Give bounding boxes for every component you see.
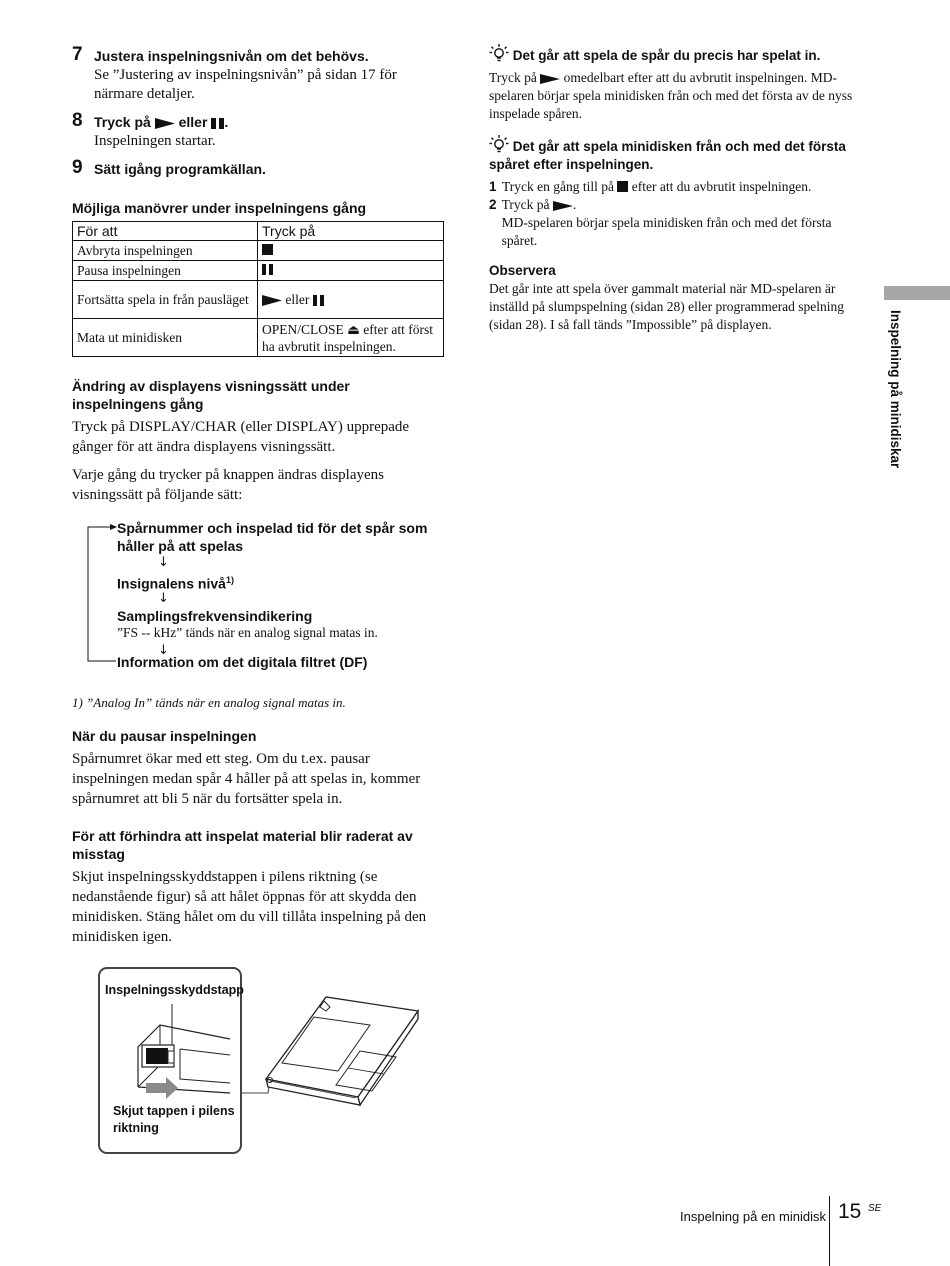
tip-1-title	[489, 44, 861, 65]
stop-icon	[617, 181, 628, 192]
callout-box	[98, 967, 242, 1154]
tip-2-title-text: Det går att spela minidisken från och med det första spåret efter inspelningen.	[489, 139, 846, 172]
section-side-label: Inspelning på minidiskar	[888, 310, 903, 469]
stop-icon	[262, 244, 273, 255]
down-arrow-icon: ↓	[158, 591, 169, 606]
col-header: För att	[73, 222, 258, 241]
list-item-sub: MD-spelaren börjar spela minidisken från och med det första spåret.	[501, 215, 832, 248]
down-arrow-icon: ↓	[158, 555, 169, 570]
row-press: OPEN/CLOSE ⏏ efter att först ha avbrutit inspelningen.	[258, 319, 444, 357]
play-icon	[540, 74, 560, 84]
pause-icon	[262, 264, 273, 275]
play-icon	[262, 295, 282, 306]
display-p1: Tryck på DISPLAY/CHAR (eller DISPLAY) upprepade gånger för att ändra displayens visningssätt.	[72, 419, 410, 455]
protect-heading: För att förhindra att inspelat material blir raderat av misstag	[72, 828, 413, 862]
step-title-pre: Tryck på	[94, 114, 151, 130]
tip-1-title-text: Det går att spela de spår du precis har spelat in.	[512, 48, 821, 63]
row-action: Pausa inspelningen	[73, 261, 258, 281]
display-mode-flow	[86, 515, 446, 687]
pause-icon	[211, 118, 224, 129]
table-row	[73, 241, 444, 261]
flow-item-1: Spårnummer och inspelad tid för det spår som håller på att spelas	[117, 520, 428, 554]
tip-2-title	[489, 135, 861, 174]
footer-section-title: Inspelning på en minidisk	[680, 1209, 826, 1224]
pause-heading: När du pausar inspelningen	[72, 728, 257, 744]
col-header: Tryck på	[258, 222, 444, 241]
figure-label-instruction: Skjut tappen i pilens riktning	[113, 1104, 235, 1135]
play-icon	[553, 201, 573, 211]
display-p2: Varje gång du trycker på knappen ändras displayens visningssätt på följande sätt:	[72, 467, 384, 503]
flow-item-2: Insignalens nivå$^{1)}$	[117, 575, 234, 592]
step-title-mid: eller	[178, 114, 208, 130]
step-number: 9	[72, 157, 83, 178]
protect-text: Skjut inspelningsskyddstappen i pilens riktning (se nedanstående figur) så att hålet öppnas för att skydda den minidisken. Stäng hålet om du vill tillåta inspelning på den minidisken igen.	[72, 869, 427, 945]
tip-2-list	[489, 178, 861, 250]
operations-heading: Möjliga manövrer under inspelningens gång	[72, 200, 367, 216]
figure-label-tab: Inspelningsskyddstapp	[105, 983, 244, 997]
operations-table	[72, 221, 444, 357]
step-9	[72, 157, 446, 179]
step-number: 8	[72, 110, 83, 131]
list-item: 1 Tryck en gång till på efter att du avbrutit inspelningen.	[489, 179, 812, 194]
row-press	[258, 241, 444, 261]
step-title: Justera inspelningsnivån om det behövs.	[94, 48, 369, 64]
step-text: Se ”Justering av inspelningsnivån” på sidan 17 för närmare detaljer.	[94, 67, 397, 102]
step-title-post: .	[224, 114, 229, 130]
step-number: 7	[72, 44, 83, 65]
flow-item-3-note: ”FS -- kHz” tänds när en analog signal matas in.	[117, 625, 378, 640]
note-heading: Observera	[489, 263, 556, 278]
lightbulb-icon	[489, 44, 509, 62]
play-icon	[155, 118, 175, 129]
footnote: 1) ”Analog In” tänds när en analog signal matas in.	[72, 695, 346, 710]
section-tab-marker	[884, 286, 950, 300]
pause-text: Spårnumret ökar med ett steg. Om du t.ex. pausar inspelningen medan spår 4 håller på att spelas in, kommer spårnumret att bli 5 när du fortsätter spela in.	[72, 751, 421, 807]
flow-item-4: Information om det digitala filtret (DF)	[117, 654, 368, 670]
list-item: 2 Tryck på . MD-spelaren börjar spela minidisken från och med det första spåret.	[489, 197, 832, 248]
row-press	[258, 281, 444, 319]
down-arrow-icon: ↓	[158, 643, 169, 658]
right-column	[489, 44, 861, 334]
step-8	[72, 110, 446, 151]
page-language-suffix: SE	[868, 1203, 882, 1214]
footer-divider	[829, 1196, 830, 1266]
flow-item-3: Samplingsfrekvensindikering	[117, 608, 313, 624]
table-row	[73, 319, 444, 357]
step-title: Sätt igång programkällan.	[94, 161, 266, 177]
table-header-row	[73, 222, 444, 241]
tip-1-text: Tryck på omedelbart efter att du avbrutit inspelningen. MD-spelaren börjar spela minidisken från och med det första av de nyss inspelade spåren.	[489, 70, 853, 121]
display-heading: Ändring av displayens visningssätt under inspelningens gång	[72, 378, 350, 412]
table-row	[73, 261, 444, 281]
lightbulb-icon	[489, 135, 509, 153]
row-action: Mata ut minidisken	[73, 319, 258, 357]
step-7	[72, 44, 446, 104]
row-action: Fortsätta spela in från pausläget	[73, 281, 258, 319]
pause-icon	[313, 295, 324, 306]
row-press	[258, 261, 444, 281]
step-text: Inspelningen startar.	[94, 133, 216, 149]
table-row	[73, 281, 444, 319]
left-column	[72, 44, 446, 947]
row-action: Avbryta inspelningen	[73, 241, 258, 261]
protect-tab-figure	[98, 967, 428, 1159]
note-text: Det går inte att spela över gammalt material när MD-spelaren är inställd på slumpspelning (sidan 28) eller programmerad spelning (sidan 28). I så fall tänds ”Impossible” på displayen.	[489, 281, 845, 332]
page-number: 15	[838, 1200, 862, 1223]
press-connector: eller	[285, 292, 310, 307]
step-title	[94, 113, 446, 131]
flow-loop-line	[86, 515, 118, 665]
